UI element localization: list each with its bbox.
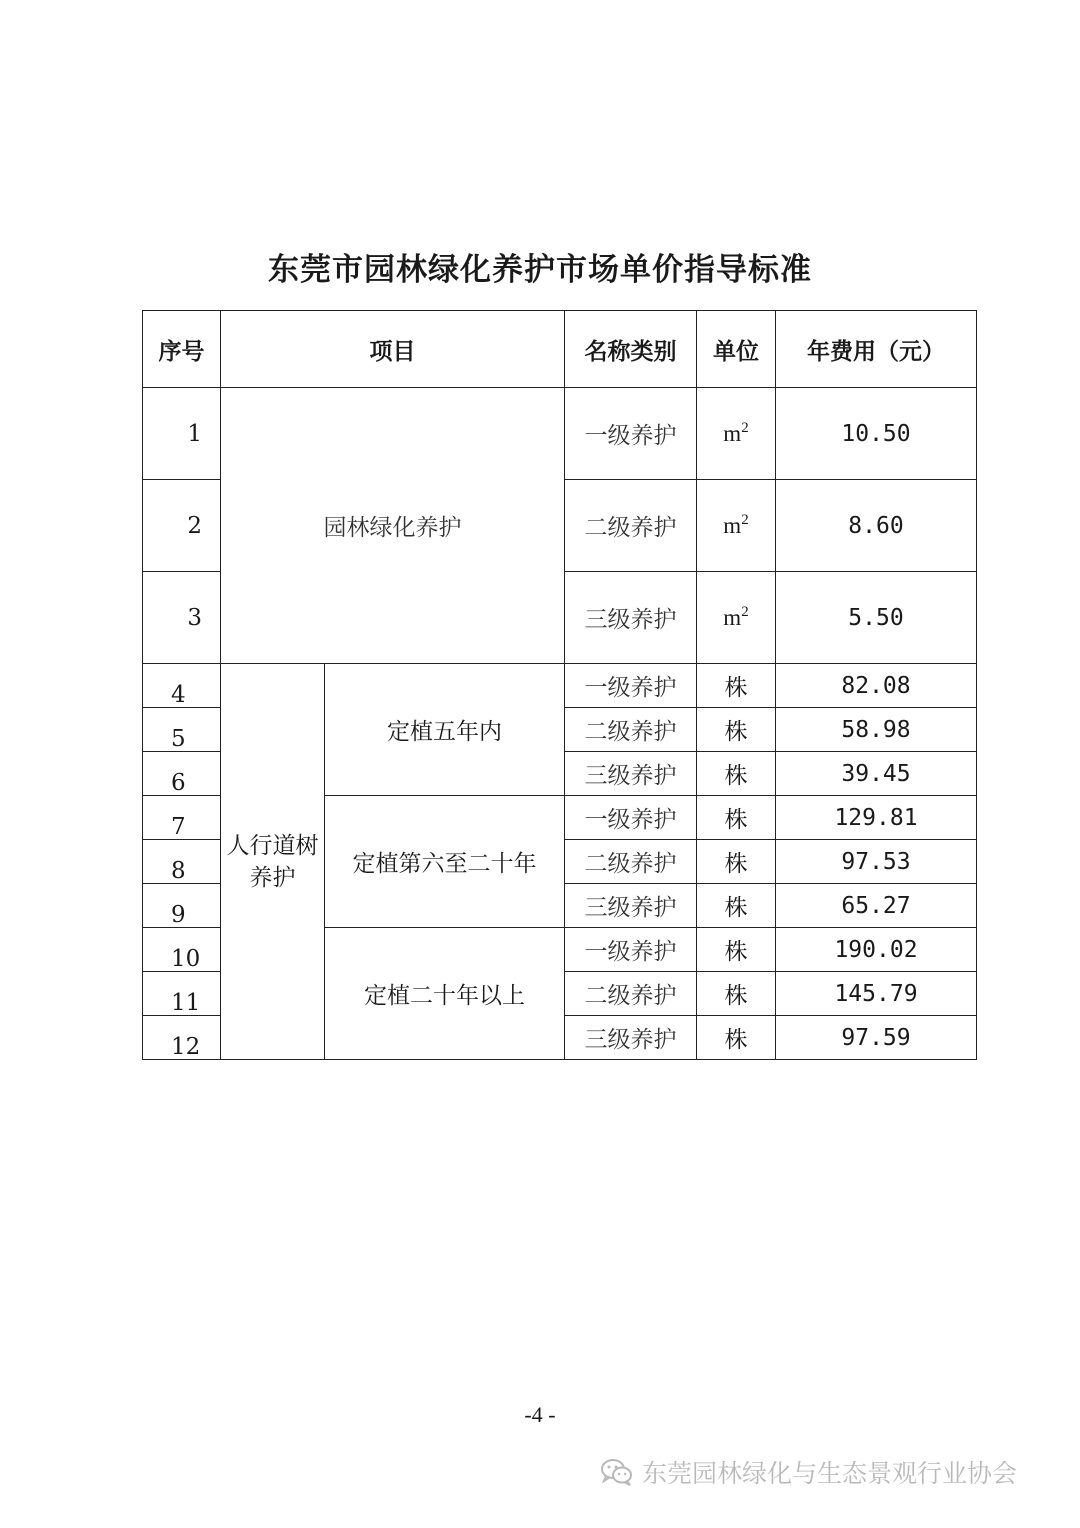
row-unit: 株 [697, 708, 776, 752]
row-unit: 株 [697, 664, 776, 708]
price-table [142, 310, 977, 1060]
row-seq: 9 [143, 884, 221, 928]
watermark-text: 东莞园林绿化与生态景观行业协会 [642, 1459, 1018, 1488]
row-grade: 一级养护 [565, 388, 697, 480]
row-unit: $m^2$ [697, 572, 776, 664]
row-seq: 7 [143, 796, 221, 840]
row-seq: 6 [143, 752, 221, 796]
row-grade: 三级养护 [565, 1016, 697, 1060]
row-grade: 一级养护 [565, 928, 697, 972]
subitem-six-to-twenty-years: 定植第六至二十年 [325, 796, 565, 928]
row-grade: 二级养护 [565, 480, 697, 572]
row-price: 145.79 [776, 972, 977, 1016]
row-seq: 3 [143, 572, 221, 664]
row-grade: 三级养护 [565, 884, 697, 928]
item-street-tree-maintenance: 人行道树 养护 [221, 664, 325, 1060]
row-price: 10.50 [776, 388, 977, 480]
item-garden-maintenance: 园林绿化养护 [221, 388, 565, 664]
row-price: 97.53 [776, 840, 977, 884]
row-seq: 4 [143, 664, 221, 708]
row-price: 8.60 [776, 480, 977, 572]
row-grade: 一级养护 [565, 664, 697, 708]
row-unit: 株 [697, 884, 776, 928]
table-header-row [143, 311, 977, 388]
header-annual-fee: 年费用（元） [776, 311, 977, 388]
page-number: -4 - [524, 1402, 556, 1427]
header-category: 名称类别 [565, 311, 697, 388]
row-unit: 株 [697, 840, 776, 884]
header-item: 项目 [221, 311, 565, 388]
row-unit: 株 [697, 928, 776, 972]
row-seq: 2 [143, 480, 221, 572]
row-grade: 三级养护 [565, 752, 697, 796]
header-seq: 序号 [143, 311, 221, 388]
row-seq: 8 [143, 840, 221, 884]
row-price: 39.45 [776, 752, 977, 796]
row-seq: 1 [143, 388, 221, 480]
subitem-over-twenty-years: 定植二十年以上 [325, 928, 565, 1060]
row-unit: 株 [697, 752, 776, 796]
row-grade: 二级养护 [565, 708, 697, 752]
row-grade: 二级养护 [565, 840, 697, 884]
row-price: 58.98 [776, 708, 977, 752]
table-row [143, 664, 977, 708]
header-unit: 单位 [697, 311, 776, 388]
row-seq: 10 [143, 928, 221, 972]
subitem-within-five-years: 定植五年内 [325, 664, 565, 796]
watermark [600, 1452, 1017, 1492]
row-seq: 5 [143, 708, 221, 752]
row-unit: 株 [697, 972, 776, 1016]
row-grade: 一级养护 [565, 796, 697, 840]
document-title: 东莞市园林绿化养护市场单价指导标准 [268, 252, 812, 288]
row-price: 65.27 [776, 884, 977, 928]
row-grade: 二级养护 [565, 972, 697, 1016]
row-price: 97.59 [776, 1016, 977, 1060]
row-seq: 11 [143, 972, 221, 1016]
row-price: 129.81 [776, 796, 977, 840]
row-unit: 株 [697, 1016, 776, 1060]
row-unit: $m^2$ [697, 388, 776, 480]
row-price: 82.08 [776, 664, 977, 708]
row-unit: 株 [697, 796, 776, 840]
row-price: 190.02 [776, 928, 977, 972]
row-seq: 12 [143, 1016, 221, 1060]
table-row [143, 388, 977, 480]
wechat-icon [600, 1457, 634, 1487]
row-price: 5.50 [776, 572, 977, 664]
row-unit: $m^2$ [697, 480, 776, 572]
row-grade: 三级养护 [565, 572, 697, 664]
